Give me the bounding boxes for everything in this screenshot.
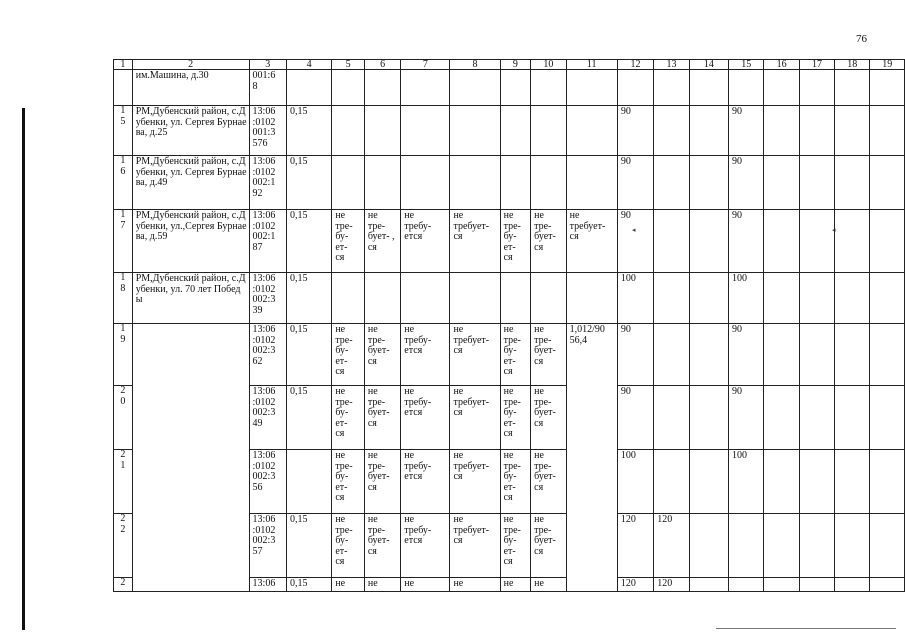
col-12-cell: 90 bbox=[617, 156, 653, 210]
page-number: 76 bbox=[856, 33, 867, 45]
col-14-cell bbox=[689, 156, 728, 210]
col-10-cell: не тре- бует- ся bbox=[531, 386, 566, 450]
cadastral-cell: 13:06 :0102 002:1 87 bbox=[249, 210, 286, 273]
col-13-cell: 120 bbox=[654, 514, 689, 578]
col-8-cell: не требует- ся bbox=[450, 210, 500, 273]
col-11-cell: не требует- ся bbox=[566, 210, 617, 273]
col-15-cell bbox=[728, 578, 763, 592]
col-7-cell bbox=[401, 156, 450, 210]
col-11-cell bbox=[566, 156, 617, 210]
col-7-cell bbox=[401, 106, 450, 156]
col-9-cell: не тре- бу- ет- ся bbox=[500, 450, 531, 514]
address-cell: им.Машина, д.30 bbox=[132, 70, 249, 106]
column-header: 10 bbox=[531, 60, 566, 70]
col-6-cell bbox=[364, 106, 400, 156]
col-17-cell bbox=[799, 106, 834, 156]
col-12-cell: 100 bbox=[617, 273, 653, 324]
col-5-cell bbox=[332, 106, 365, 156]
col-17-cell bbox=[799, 578, 834, 592]
table-row bbox=[114, 70, 905, 106]
column-header: 13 bbox=[654, 60, 689, 70]
column-header: 2 bbox=[132, 60, 249, 70]
col-18-cell bbox=[835, 273, 870, 324]
col-13-cell bbox=[654, 106, 689, 156]
column-header: 5 bbox=[332, 60, 365, 70]
col-14-cell bbox=[689, 106, 728, 156]
col-4-cell bbox=[287, 450, 332, 514]
col-18-cell bbox=[835, 324, 870, 386]
column-header: 4 bbox=[287, 60, 332, 70]
col-15-cell bbox=[728, 514, 763, 578]
cadastral-cell: 13:06 :0102 002:3 57 bbox=[249, 514, 286, 578]
col-15-cell: 100 bbox=[728, 273, 763, 324]
row-number-cell: 1 6 bbox=[114, 156, 133, 210]
col-14-cell bbox=[689, 324, 728, 386]
cadastral-cell: 13:06 :0102 002:3 39 bbox=[249, 273, 286, 324]
col-7-cell bbox=[401, 273, 450, 324]
row-number-cell: 1 5 bbox=[114, 106, 133, 156]
col-4-cell: 0,15 bbox=[287, 386, 332, 450]
col-16-cell bbox=[764, 578, 799, 592]
col-12-cell: 90 bbox=[617, 386, 653, 450]
col-15-cell: 90 bbox=[728, 210, 763, 273]
cadastral-cell: 13:06 bbox=[249, 578, 286, 592]
col-13-cell bbox=[654, 273, 689, 324]
cadastral-cell: 13:06 :0102 002:3 56 bbox=[249, 450, 286, 514]
data-table bbox=[113, 59, 905, 592]
col-12-cell: 90 bbox=[617, 210, 653, 273]
column-header: 15 bbox=[728, 60, 763, 70]
cadastral-cell: 13:06 :0102 002:3 62 bbox=[249, 324, 286, 386]
col-19-cell bbox=[870, 514, 905, 578]
col-7-cell: не требу- ется bbox=[401, 514, 450, 578]
col-7-cell: не требу- ется bbox=[401, 386, 450, 450]
column-header: 18 bbox=[835, 60, 870, 70]
small-arrow-icon: ◂ bbox=[832, 226, 836, 234]
address-cell: РМ,Дубенский район, с.Дубенки, ул.,Сергея Бурнаева, д.59 bbox=[132, 210, 249, 273]
column-header: 17 bbox=[799, 60, 834, 70]
col-19-cell bbox=[870, 324, 905, 386]
col-17-cell bbox=[799, 156, 834, 210]
col-6-cell: не bbox=[364, 578, 400, 592]
col-9-cell: не тре- бу- ет- ся bbox=[500, 210, 531, 273]
col-6-cell: не тре- бует- ся bbox=[364, 386, 400, 450]
col-13-cell bbox=[654, 450, 689, 514]
col-6-cell: не тре- бует- ся bbox=[364, 450, 400, 514]
table-row bbox=[114, 210, 905, 273]
col-12-cell: 90 bbox=[617, 324, 653, 386]
col-10-cell: не тре- бует- ся bbox=[531, 450, 566, 514]
table-row bbox=[114, 324, 905, 386]
column-header: 19 bbox=[870, 60, 905, 70]
column-header: 9 bbox=[500, 60, 531, 70]
col-15-cell: 90 bbox=[728, 156, 763, 210]
col-17-cell bbox=[799, 324, 834, 386]
column-header: 14 bbox=[689, 60, 728, 70]
col-5-cell: не тре- бу- ет- ся bbox=[332, 324, 365, 386]
col-13-cell bbox=[654, 324, 689, 386]
col-13-cell bbox=[654, 386, 689, 450]
col-11-cell bbox=[566, 106, 617, 156]
col-9-cell bbox=[500, 106, 531, 156]
col-8-cell: не требует- ся bbox=[450, 386, 500, 450]
col-18-cell bbox=[835, 578, 870, 592]
row-number-cell: 2 bbox=[114, 578, 133, 592]
col-10-cell bbox=[531, 106, 566, 156]
col-5-cell: не тре- бу- ет- ся bbox=[332, 450, 365, 514]
scan-edge-mark bbox=[22, 108, 25, 630]
col-9-cell: не тре- бу- ет- ся bbox=[500, 514, 531, 578]
col-6-cell: не тре- бует- ся bbox=[364, 324, 400, 386]
col-9-cell: не тре- бу- ет- ся bbox=[500, 324, 531, 386]
header-row bbox=[114, 60, 905, 70]
cadastral-cell: 001:6 8 bbox=[249, 70, 286, 106]
col-6-cell bbox=[364, 273, 400, 324]
col-4-cell: 0,15 bbox=[287, 273, 332, 324]
col-15-cell: 90 bbox=[728, 324, 763, 386]
col-10-cell bbox=[531, 273, 566, 324]
column-header: 7 bbox=[401, 60, 450, 70]
row-number-cell: 1 7 bbox=[114, 210, 133, 273]
col-12-cell: 100 bbox=[617, 450, 653, 514]
col-6-cell: не тре- бует- , ся bbox=[364, 210, 400, 273]
col-17-cell bbox=[799, 514, 834, 578]
col-19-cell bbox=[870, 273, 905, 324]
col-16-cell bbox=[764, 106, 799, 156]
col-15-cell: 100 bbox=[728, 450, 763, 514]
col-5-cell: не тре- бу- ет- ся bbox=[332, 210, 365, 273]
col-19-cell bbox=[870, 156, 905, 210]
col-7-cell: не требу- ется bbox=[401, 324, 450, 386]
col-10-cell: не bbox=[531, 578, 566, 592]
col-9-cell bbox=[500, 273, 531, 324]
column-header: 16 bbox=[764, 60, 799, 70]
col-16-cell bbox=[764, 324, 799, 386]
col-11-cell bbox=[566, 273, 617, 324]
address-cell: РМ,Дубенский район, с.Дубенки, ул. 70 лет Победы bbox=[132, 273, 249, 324]
col-12-cell: 120 bbox=[617, 578, 653, 592]
col-4-cell: 0,15 bbox=[287, 106, 332, 156]
col-6-cell bbox=[364, 156, 400, 210]
col-16-cell bbox=[764, 210, 799, 273]
col-18-cell bbox=[835, 514, 870, 578]
col-10-cell: не тре- бует- ся bbox=[531, 210, 566, 273]
col-14-cell bbox=[689, 210, 728, 273]
table-row bbox=[114, 106, 905, 156]
col-13-cell bbox=[654, 156, 689, 210]
col-18-cell bbox=[835, 450, 870, 514]
col-8-cell: не bbox=[450, 578, 500, 592]
bottom-rule bbox=[716, 628, 896, 629]
col-8-cell bbox=[450, 106, 500, 156]
col-19-cell bbox=[870, 450, 905, 514]
small-arrow-icon: ◂ bbox=[632, 226, 636, 234]
col-10-cell bbox=[531, 156, 566, 210]
col-4-cell: 0,15 bbox=[287, 578, 332, 592]
table-row bbox=[114, 273, 905, 324]
col-8-cell: не требует- ся bbox=[450, 450, 500, 514]
col-16-cell bbox=[764, 514, 799, 578]
col-4-cell: 0,15 bbox=[287, 210, 332, 273]
col-5-cell bbox=[332, 156, 365, 210]
col-18-cell bbox=[835, 156, 870, 210]
col-17-cell bbox=[799, 450, 834, 514]
col-8-cell: не требует- ся bbox=[450, 514, 500, 578]
col-13-cell: 120 bbox=[654, 578, 689, 592]
row-number-cell: 2 1 bbox=[114, 450, 133, 514]
col-8-cell bbox=[450, 273, 500, 324]
col-16-cell bbox=[764, 156, 799, 210]
col-7-cell: не bbox=[401, 578, 450, 592]
col-9-cell bbox=[500, 156, 531, 210]
col-17-cell bbox=[799, 386, 834, 450]
column-header: 8 bbox=[450, 60, 500, 70]
address-cell bbox=[132, 324, 249, 592]
col-9-cell: не bbox=[500, 578, 531, 592]
col-14-cell bbox=[689, 273, 728, 324]
col-17-cell bbox=[799, 273, 834, 324]
table-row bbox=[114, 156, 905, 210]
col-5-cell: не тре- бу- ет- ся bbox=[332, 514, 365, 578]
col-19-cell bbox=[870, 386, 905, 450]
col-16-cell bbox=[764, 450, 799, 514]
col-10-cell: не тре- бует- ся bbox=[531, 514, 566, 578]
col-12-cell: 90 bbox=[617, 106, 653, 156]
col-16-cell bbox=[764, 386, 799, 450]
address-cell: РМ,Дубенский район, с.Дубенки, ул. Сергея Бурнаева, д.25 bbox=[132, 106, 249, 156]
cadastral-cell: 13:06 :0102 002:1 92 bbox=[249, 156, 286, 210]
col-12-cell: 120 bbox=[617, 514, 653, 578]
col-17-cell bbox=[799, 210, 834, 273]
col-13-cell bbox=[654, 210, 689, 273]
cadastral-cell: 13:06 :0102 001:3 576 bbox=[249, 106, 286, 156]
col-6-cell: не тре- бует- ся bbox=[364, 514, 400, 578]
address-cell: РМ,Дубенский район, с.Дубенки, ул. Сергея Бурнаева, д.49 bbox=[132, 156, 249, 210]
col-19-cell bbox=[870, 210, 905, 273]
col-18-cell bbox=[835, 210, 870, 273]
col-18-cell bbox=[835, 106, 870, 156]
row-number-cell: 2 0 bbox=[114, 386, 133, 450]
row-number-cell: 1 9 bbox=[114, 324, 133, 386]
col-5-cell: не тре- бу- ет- ся bbox=[332, 386, 365, 450]
col-7-cell: не требу- ется bbox=[401, 450, 450, 514]
col-7-cell: не требу- ется bbox=[401, 210, 450, 273]
row-number-cell: 2 2 bbox=[114, 514, 133, 578]
col-5-cell bbox=[332, 273, 365, 324]
row-number-cell: 1 8 bbox=[114, 273, 133, 324]
col-19-cell bbox=[870, 106, 905, 156]
column-header: 11 bbox=[566, 60, 617, 70]
col-14-cell bbox=[689, 450, 728, 514]
col-4-cell: 0,15 bbox=[287, 514, 332, 578]
column-header: 6 bbox=[364, 60, 400, 70]
col-11-cell: 1,012/90 56,4 bbox=[566, 324, 617, 592]
column-header: 1 bbox=[114, 60, 133, 70]
column-header: 12 bbox=[617, 60, 653, 70]
col-15-cell: 90 bbox=[728, 386, 763, 450]
col-8-cell bbox=[450, 156, 500, 210]
col-19-cell bbox=[870, 578, 905, 592]
col-14-cell bbox=[689, 514, 728, 578]
col-8-cell: не требует- ся bbox=[450, 324, 500, 386]
col-4-cell: 0,15 bbox=[287, 156, 332, 210]
col-14-cell bbox=[689, 386, 728, 450]
col-9-cell: не тре- бу- ет- ся bbox=[500, 386, 531, 450]
col-18-cell bbox=[835, 386, 870, 450]
col-5-cell: не bbox=[332, 578, 365, 592]
column-header: 3 bbox=[249, 60, 286, 70]
col-14-cell bbox=[689, 578, 728, 592]
col-10-cell: не тре- бует- ся bbox=[531, 324, 566, 386]
col-4-cell: 0,15 bbox=[287, 324, 332, 386]
col-16-cell bbox=[764, 273, 799, 324]
col-15-cell: 90 bbox=[728, 106, 763, 156]
cadastral-cell: 13:06 :0102 002:3 49 bbox=[249, 386, 286, 450]
